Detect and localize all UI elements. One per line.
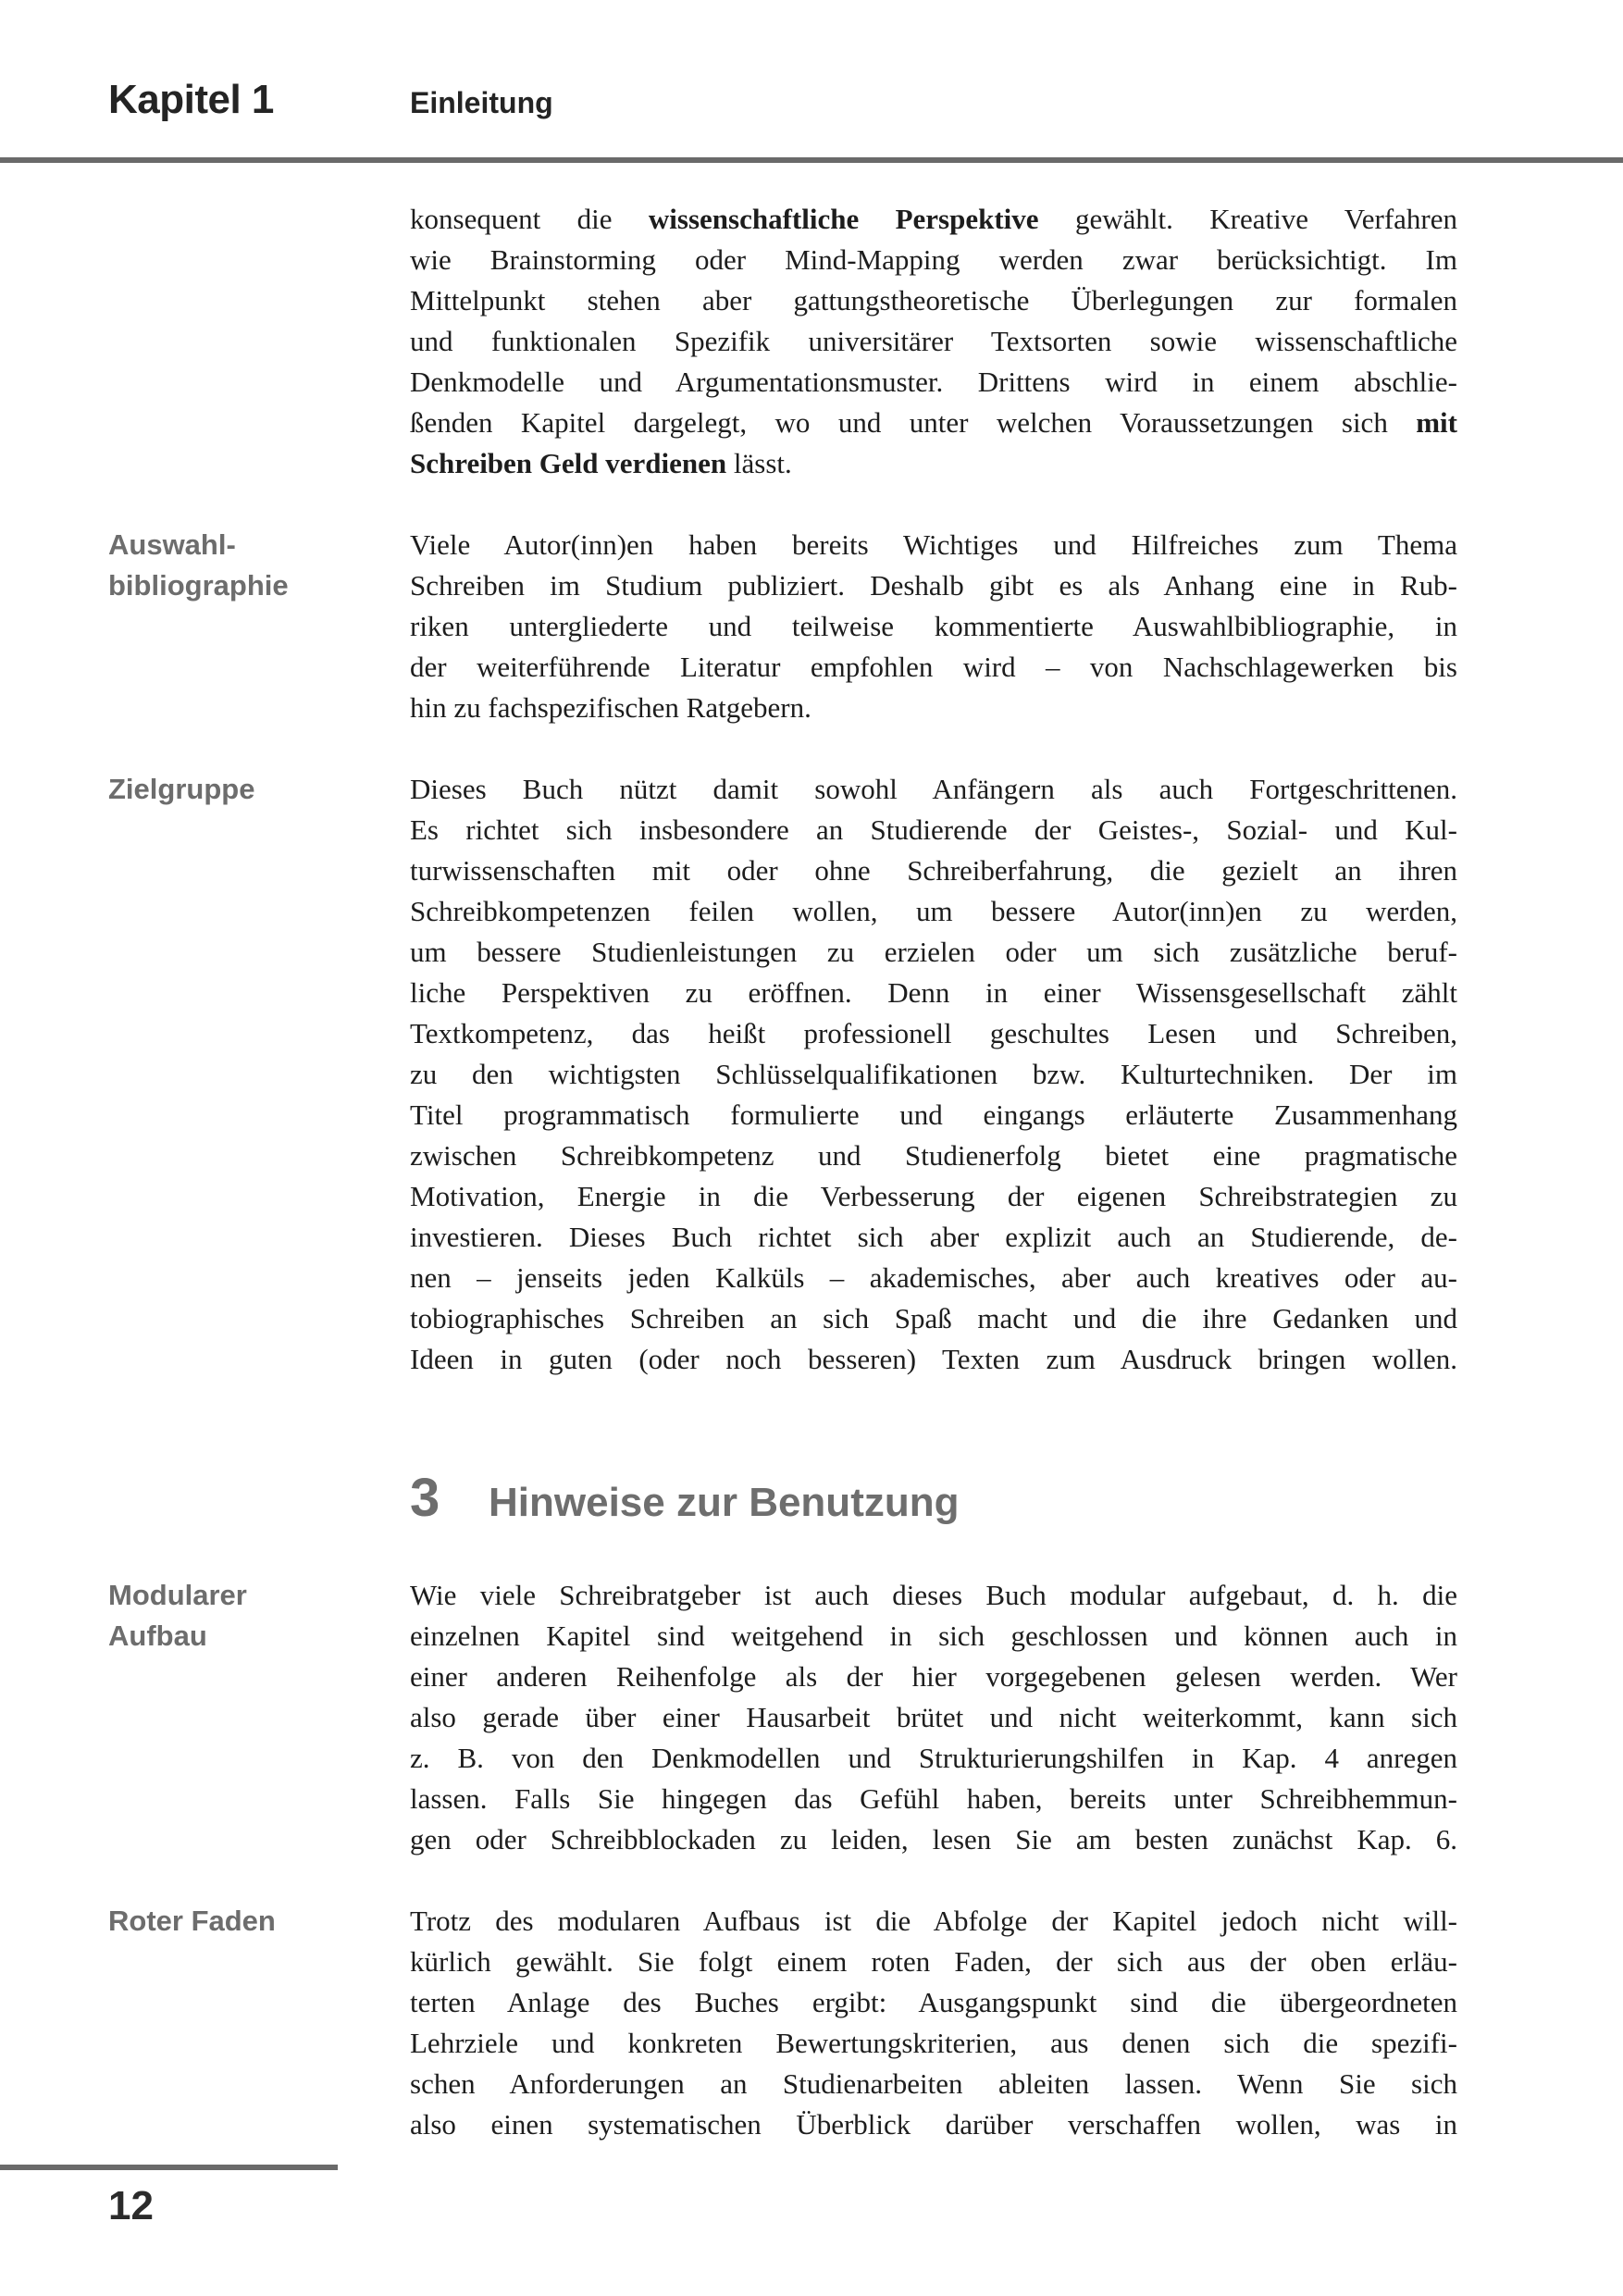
text-line [410,1298,1457,1339]
text-run: hin zu fachspezifischen Ratgebern. [410,691,812,724]
chapter-title: Einleitung [410,86,553,119]
paragraph-row [108,769,1457,1380]
text-line [410,240,1457,280]
text-line [410,1258,1457,1298]
text-run: lässt. [726,447,792,479]
text-run: Ideen in guten (oder noch besseren) Texten zum Ausdruck bringen wollen. [410,1343,1457,1375]
text-run: also einen systematischen Überblick darüber verschaffen wollen, was in [410,2108,1457,2141]
section-heading [410,1469,1457,1533]
text-run: Viele Autor(inn)en haben bereits Wichtiges und Hilfreiches zum Thema [410,528,1457,561]
text-line [410,1657,1457,1697]
page-content [108,199,1457,2145]
text-line [410,199,1457,240]
text-line [410,2064,1457,2104]
text-line [410,565,1457,606]
text-run: um bessere Studienleistungen zu erzielen oder um sich zusätzliche beruf- [410,936,1457,968]
margin-label [108,769,410,1380]
text-line [410,973,1457,1013]
paragraph-body [410,769,1457,1380]
text-run: konsequent die [410,203,649,235]
text-run: Es richtet sich insbesondere an Studierende der Geistes-, Sozial- und Kul- [410,813,1457,846]
text-run: Schreiben im Studium publiziert. Deshalb gibt es als Anhang eine in Rub- [410,569,1457,602]
text-line [410,1738,1457,1779]
text-line [410,1136,1457,1176]
page-number: 12 [108,2183,154,2228]
margin-label-line: Auswahl- [108,528,236,561]
text-run: ßenden Kapitel dargelegt, wo und unter welchen Voraussetzungen sich [410,406,1417,439]
text-run: riken untergliederte und teilweise kommentierte Auswahlbibliographie, in [410,610,1457,642]
paragraph-row [108,1575,1457,1860]
paragraph-body [410,199,1457,484]
text-line [410,850,1457,891]
text-line [410,1339,1457,1380]
text-run: also gerade über einer Hausarbeit brütet und nicht weiterkommt, kann sich [410,1701,1457,1733]
text-run: Titel programmatisch formulierte und eingangs erläuterte Zusammenhang [410,1098,1457,1131]
paragraph-body [410,525,1457,728]
paragraph-row [108,199,1457,484]
text-run: Trotz des modularen Aufbaus ist die Abfolge der Kapitel jedoch nicht will- [410,1905,1457,1937]
margin-label-line: Roter Faden [108,1905,276,1937]
page-header [108,77,553,122]
bold-text-run: Schreiben Geld verdienen [410,447,727,479]
text-run: zwischen Schreibkompetenz und Studienerfolg bietet eine pragmatische [410,1139,1457,1172]
margin-label [108,525,410,728]
margin-label-line: Zielgruppe [108,773,255,805]
text-run: gewählt. Kreative Verfahren [1038,203,1457,235]
margin-label [108,199,410,484]
text-run: nen – jenseits jeden Kalküls – akademisches, aber auch kreatives oder au- [410,1261,1457,1294]
text-line [410,1779,1457,1819]
text-line [410,647,1457,688]
text-line [410,362,1457,403]
section-heading-row [108,1469,1457,1533]
text-run: einer anderen Reihenfolge als der hier vorgegebenen gelesen werden. Wer [410,1660,1457,1693]
text-run: Lehrziele und konkreten Bewertungskriterien, aus denen sich die spezifi- [410,2027,1457,2059]
text-run: kürlich gewählt. Sie folgt einem roten Faden, der sich aus der oben erläu- [410,1945,1457,1978]
text-line [410,1054,1457,1095]
text-run: der weiterführende Literatur empfohlen wird – von Nachschlagewerken bis [410,651,1457,683]
text-run: schen Anforderungen an Studienarbeiten ableiten lassen. Wenn Sie sich [410,2067,1457,2100]
text-line [410,1095,1457,1136]
margin-label-line: Modularer [108,1579,247,1611]
text-line [410,1575,1457,1616]
text-run: Wie viele Schreibratgeber ist auch dieses Buch modular aufgebaut, d. h. die [410,1579,1457,1611]
text-line [410,932,1457,973]
text-line [410,1013,1457,1054]
footer-rule [0,2165,338,2170]
header-rule [0,157,1623,163]
bold-text-run: wissenschaftliche Perspektive [648,203,1039,235]
text-run: einzelnen Kapitel sind weitgehend in sich geschlossen und können auch in [410,1620,1457,1652]
text-line [410,1819,1457,1860]
text-run: Denkmodelle und Argumentationsmuster. Drittens wird in einem abschlie- [410,366,1457,398]
text-line [410,1697,1457,1738]
text-line [410,891,1457,932]
text-line [410,443,1457,484]
paragraph-row [108,1901,1457,2145]
text-run: Textkompetenz, das heißt professionell geschultes Lesen und Schreiben, [410,1017,1457,1049]
text-line [410,1901,1457,1942]
margin-label-line: bibliographie [108,569,289,602]
text-run: Mittelpunkt stehen aber gattungstheoretische Überlegungen zur formalen [410,284,1457,316]
text-run: und funktionalen Spezifik universitärer Textsorten sowie wissenschaftliche [410,325,1457,357]
text-line [410,688,1457,728]
margin-label [108,1901,410,2145]
text-run: investieren. Dieses Buch richtet sich aber explizit auch an Studierende, de- [410,1221,1457,1253]
margin-label [108,1575,410,1860]
text-run: liche Perspektiven zu eröffnen. Denn in einer Wissensgesellschaft zählt [410,976,1457,1009]
text-line [410,2023,1457,2064]
text-line [410,1176,1457,1217]
text-run: z. B. von den Denkmodellen und Strukturierungshilfen in Kap. 4 anregen [410,1742,1457,1774]
text-run: gen oder Schreibblockaden zu leiden, lesen Sie am besten zunächst Kap. 6. [410,1823,1457,1855]
text-line [410,1942,1457,1982]
text-run: Schreibkompetenzen feilen wollen, um bessere Autor(inn)en zu werden, [410,895,1457,927]
text-line [410,321,1457,362]
section-title: Hinweise zur Benutzung [489,1480,960,1525]
text-line [410,1616,1457,1657]
text-run: terten Anlage des Buches ergibt: Ausgangspunkt sind die übergeordneten [410,1986,1457,2018]
text-run: tobiographisches Schreiben an sich Spaß macht und die ihre Gedanken und [410,1302,1457,1334]
bold-text-run: mit [1416,406,1457,439]
text-line [410,280,1457,321]
paragraph-body [410,1575,1457,1860]
text-line [410,1982,1457,2023]
paragraph-body [410,1901,1457,2145]
text-run: lassen. Falls Sie hingegen das Gefühl haben, bereits unter Schreibhemmun- [410,1782,1457,1815]
text-run: Motivation, Energie in die Verbesserung der eigenen Schreibstrategien zu [410,1180,1457,1212]
text-run: turwissenschaften mit oder ohne Schreiberfahrung, die gezielt an ihren [410,854,1457,887]
text-run: Dieses Buch nützt damit sowohl Anfängern als auch Fortgeschrittenen. [410,773,1457,805]
text-line [410,769,1457,810]
section-number: 3 [410,1468,440,1528]
text-run: zu den wichtigsten Schlüsselqualifikationen bzw. Kulturtechniken. Der im [410,1058,1457,1090]
text-line [410,810,1457,850]
margin-label-line: Aufbau [108,1620,207,1652]
text-line [410,606,1457,647]
text-line [410,2104,1457,2145]
chapter-label: Kapitel 1 [108,77,274,122]
text-run: wie Brainstorming oder Mind-Mapping werden zwar berücksichtigt. Im [410,243,1457,276]
paragraph-row [108,525,1457,728]
text-line [410,525,1457,565]
text-line [410,1217,1457,1258]
text-line [410,403,1457,443]
